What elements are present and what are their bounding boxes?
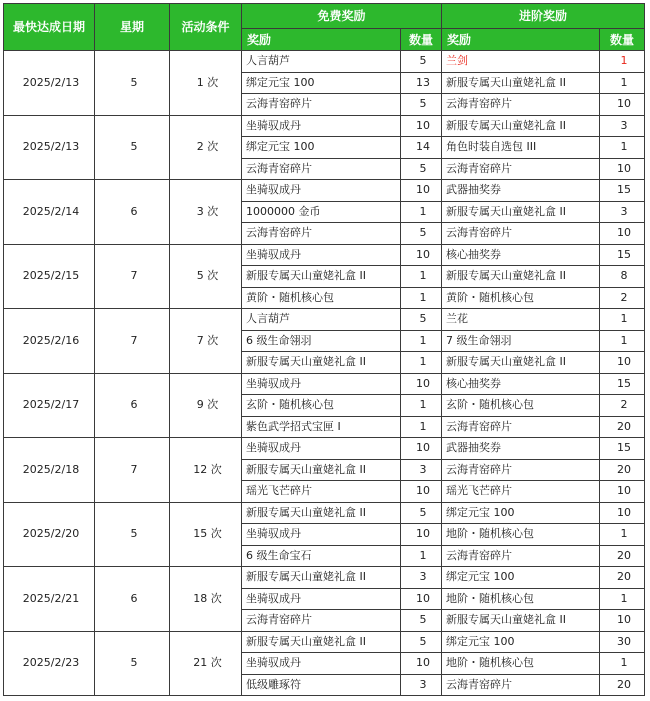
free-reward-qty: 1	[401, 266, 442, 288]
advanced-reward-qty: 10	[600, 502, 645, 524]
advanced-reward-name: 地阶・随机核心包	[442, 588, 600, 610]
advanced-reward-qty: 10	[600, 94, 645, 116]
advanced-reward-name: 新服专属天山童姥礼盒 II	[442, 266, 600, 288]
condition-cell: 12 次	[170, 438, 242, 503]
free-reward-qty: 5	[401, 502, 442, 524]
advanced-reward-qty: 15	[600, 373, 645, 395]
advanced-reward-name: 云海青窑碎片	[442, 459, 600, 481]
condition-cell: 9 次	[170, 373, 242, 438]
advanced-reward-qty: 1	[600, 653, 645, 675]
condition-cell: 2 次	[170, 115, 242, 180]
date-cell: 2025/2/17	[4, 373, 95, 438]
free-reward-name: 坐骑驭成丹	[242, 438, 401, 460]
free-reward-qty: 10	[401, 438, 442, 460]
advanced-reward-qty: 1	[600, 137, 645, 159]
header-date: 最快达成日期	[4, 4, 95, 51]
advanced-reward-name: 7 级生命翎羽	[442, 330, 600, 352]
free-reward-name: 坐骑驭成丹	[242, 373, 401, 395]
free-reward-qty: 1	[401, 395, 442, 417]
advanced-reward-qty: 20	[600, 459, 645, 481]
advanced-reward-qty: 8	[600, 266, 645, 288]
header-weekday: 星期	[95, 4, 170, 51]
date-cell: 2025/2/20	[4, 502, 95, 567]
condition-cell: 5 次	[170, 244, 242, 309]
advanced-reward-qty: 10	[600, 481, 645, 503]
free-reward-qty: 1	[401, 287, 442, 309]
advanced-reward-name: 兰花	[442, 309, 600, 331]
advanced-reward-qty: 10	[600, 158, 645, 180]
free-reward-qty: 10	[401, 180, 442, 202]
advanced-reward-name: 地阶・随机核心包	[442, 524, 600, 546]
free-reward-name: 新服专属天山童姥礼盒 II	[242, 567, 401, 589]
free-reward-name: 坐骑驭成丹	[242, 180, 401, 202]
free-reward-qty: 5	[401, 223, 442, 245]
advanced-reward-qty: 3	[600, 115, 645, 137]
free-reward-qty: 10	[401, 653, 442, 675]
advanced-reward-name: 新服专属天山童姥礼盒 II	[442, 115, 600, 137]
free-reward-qty: 10	[401, 588, 442, 610]
advanced-reward-name: 云海青窑碎片	[442, 416, 600, 438]
advanced-reward-name: 新服专属天山童姥礼盒 II	[442, 72, 600, 94]
free-reward-name: 云海青窑碎片	[242, 223, 401, 245]
date-cell: 2025/2/16	[4, 309, 95, 374]
free-reward-qty: 10	[401, 524, 442, 546]
free-reward-name: 新服专属天山童姥礼盒 II	[242, 459, 401, 481]
table-row	[4, 115, 645, 137]
advanced-reward-qty: 10	[600, 352, 645, 374]
header-condition: 活动条件	[170, 4, 242, 51]
advanced-reward-qty: 20	[600, 567, 645, 589]
free-reward-qty: 3	[401, 674, 442, 696]
advanced-reward-qty: 1	[600, 330, 645, 352]
weekday-cell: 6	[95, 567, 170, 632]
free-reward-qty: 14	[401, 137, 442, 159]
advanced-reward-name: 云海青窑碎片	[442, 94, 600, 116]
condition-cell: 18 次	[170, 567, 242, 632]
free-reward-name: 6 级生命宝石	[242, 545, 401, 567]
advanced-reward-qty: 15	[600, 244, 645, 266]
advanced-reward-qty: 1	[600, 72, 645, 94]
free-reward-name: 紫色武学招式宝匣 I	[242, 416, 401, 438]
advanced-reward-name: 绑定元宝 100	[442, 567, 600, 589]
advanced-reward-qty: 10	[600, 223, 645, 245]
free-reward-qty: 10	[401, 244, 442, 266]
free-reward-qty: 1	[401, 352, 442, 374]
condition-cell: 1 次	[170, 51, 242, 116]
advanced-reward-name: 玄阶・随机核心包	[442, 395, 600, 417]
advanced-reward-name: 瑶光飞芒碎片	[442, 481, 600, 503]
advanced-reward-name: 核心抽奖券	[442, 244, 600, 266]
free-reward-qty: 1	[401, 330, 442, 352]
free-reward-qty: 5	[401, 158, 442, 180]
free-reward-name: 黄阶・随机核心包	[242, 287, 401, 309]
advanced-reward-name: 黄阶・随机核心包	[442, 287, 600, 309]
date-cell: 2025/2/14	[4, 180, 95, 245]
date-cell: 2025/2/21	[4, 567, 95, 632]
advanced-reward-qty: 15	[600, 180, 645, 202]
free-reward-qty: 10	[401, 481, 442, 503]
date-cell: 2025/2/15	[4, 244, 95, 309]
advanced-reward-qty: 10	[600, 610, 645, 632]
free-reward-qty: 3	[401, 567, 442, 589]
free-reward-qty: 1	[401, 416, 442, 438]
header-free-rewards: 免费奖励	[242, 4, 442, 29]
condition-cell: 15 次	[170, 502, 242, 567]
free-reward-name: 新服专属天山童姥礼盒 II	[242, 352, 401, 374]
table-row	[4, 244, 645, 266]
date-cell: 2025/2/23	[4, 631, 95, 696]
advanced-reward-qty: 1	[600, 51, 645, 73]
date-cell: 2025/2/13	[4, 115, 95, 180]
advanced-reward-qty: 2	[600, 395, 645, 417]
free-reward-qty: 5	[401, 610, 442, 632]
advanced-reward-qty: 1	[600, 524, 645, 546]
advanced-reward-name: 云海青窑碎片	[442, 223, 600, 245]
weekday-cell: 7	[95, 244, 170, 309]
table-row	[4, 631, 645, 653]
header-free-reward: 奖励	[242, 29, 401, 51]
advanced-reward-qty: 20	[600, 416, 645, 438]
table-row	[4, 180, 645, 202]
advanced-reward-name: 武器抽奖券	[442, 180, 600, 202]
weekday-cell: 5	[95, 631, 170, 696]
advanced-reward-name: 武器抽奖券	[442, 438, 600, 460]
condition-cell: 3 次	[170, 180, 242, 245]
weekday-cell: 7	[95, 309, 170, 374]
advanced-reward-qty: 1	[600, 309, 645, 331]
table-row	[4, 438, 645, 460]
condition-cell: 21 次	[170, 631, 242, 696]
advanced-reward-name: 新服专属天山童姥礼盒 II	[442, 610, 600, 632]
advanced-reward-name: 绑定元宝 100	[442, 502, 600, 524]
table-row	[4, 51, 645, 73]
free-reward-name: 人言葫芦	[242, 51, 401, 73]
table-row	[4, 309, 645, 331]
free-reward-name: 玄阶・随机核心包	[242, 395, 401, 417]
free-reward-name: 坐骑驭成丹	[242, 244, 401, 266]
header-adv-reward: 奖励	[442, 29, 600, 51]
table-row	[4, 502, 645, 524]
advanced-reward-qty: 1	[600, 588, 645, 610]
advanced-reward-qty: 20	[600, 674, 645, 696]
free-reward-qty: 5	[401, 309, 442, 331]
free-reward-name: 6 级生命翎羽	[242, 330, 401, 352]
free-reward-name: 坐骑驭成丹	[242, 588, 401, 610]
advanced-reward-name: 绑定元宝 100	[442, 631, 600, 653]
free-reward-name: 云海青窑碎片	[242, 610, 401, 632]
advanced-reward-qty: 20	[600, 545, 645, 567]
weekday-cell: 6	[95, 180, 170, 245]
advanced-reward-name: 新服专属天山童姥礼盒 II	[442, 352, 600, 374]
free-reward-name: 绑定元宝 100	[242, 72, 401, 94]
free-reward-name: 低级雕琢符	[242, 674, 401, 696]
free-reward-name: 人言葫芦	[242, 309, 401, 331]
advanced-reward-name: 云海青窑碎片	[442, 674, 600, 696]
advanced-reward-name: 角色时装自选包 III	[442, 137, 600, 159]
free-reward-name: 1000000 金币	[242, 201, 401, 223]
date-cell: 2025/2/13	[4, 51, 95, 116]
free-reward-name: 瑶光飞芒碎片	[242, 481, 401, 503]
free-reward-qty: 10	[401, 373, 442, 395]
table-row	[4, 567, 645, 589]
advanced-reward-qty: 15	[600, 438, 645, 460]
free-reward-name: 新服专属天山童姥礼盒 II	[242, 631, 401, 653]
advanced-reward-qty: 2	[600, 287, 645, 309]
advanced-reward-name: 云海青窑碎片	[442, 158, 600, 180]
free-reward-qty: 3	[401, 459, 442, 481]
free-reward-name: 坐骑驭成丹	[242, 115, 401, 137]
advanced-reward-name: 地阶・随机核心包	[442, 653, 600, 675]
weekday-cell: 5	[95, 115, 170, 180]
advanced-reward-name: 新服专属天山童姥礼盒 II	[442, 201, 600, 223]
advanced-reward-qty: 30	[600, 631, 645, 653]
table-body	[4, 51, 645, 696]
free-reward-name: 云海青窑碎片	[242, 94, 401, 116]
table-row	[4, 373, 645, 395]
header-free-qty: 数量	[401, 29, 442, 51]
advanced-reward-qty: 3	[600, 201, 645, 223]
free-reward-qty: 5	[401, 51, 442, 73]
free-reward-qty: 5	[401, 94, 442, 116]
free-reward-name: 新服专属天山童姥礼盒 II	[242, 502, 401, 524]
condition-cell: 7 次	[170, 309, 242, 374]
weekday-cell: 5	[95, 502, 170, 567]
weekday-cell: 5	[95, 51, 170, 116]
advanced-reward-name: 云海青窑碎片	[442, 545, 600, 567]
free-reward-qty: 1	[401, 201, 442, 223]
advanced-reward-name: 兰剑	[442, 51, 600, 73]
free-reward-qty: 5	[401, 631, 442, 653]
free-reward-qty: 1	[401, 545, 442, 567]
weekday-cell: 7	[95, 438, 170, 503]
free-reward-name: 坐骑驭成丹	[242, 653, 401, 675]
free-reward-name: 新服专属天山童姥礼盒 II	[242, 266, 401, 288]
free-reward-name: 坐骑驭成丹	[242, 524, 401, 546]
reward-table	[3, 3, 645, 696]
header-advanced-rewards: 进阶奖励	[442, 4, 645, 29]
advanced-reward-name: 核心抽奖券	[442, 373, 600, 395]
free-reward-qty: 10	[401, 115, 442, 137]
date-cell: 2025/2/18	[4, 438, 95, 503]
free-reward-name: 绑定元宝 100	[242, 137, 401, 159]
free-reward-name: 云海青窑碎片	[242, 158, 401, 180]
weekday-cell: 6	[95, 373, 170, 438]
header-adv-qty: 数量	[600, 29, 645, 51]
free-reward-qty: 13	[401, 72, 442, 94]
